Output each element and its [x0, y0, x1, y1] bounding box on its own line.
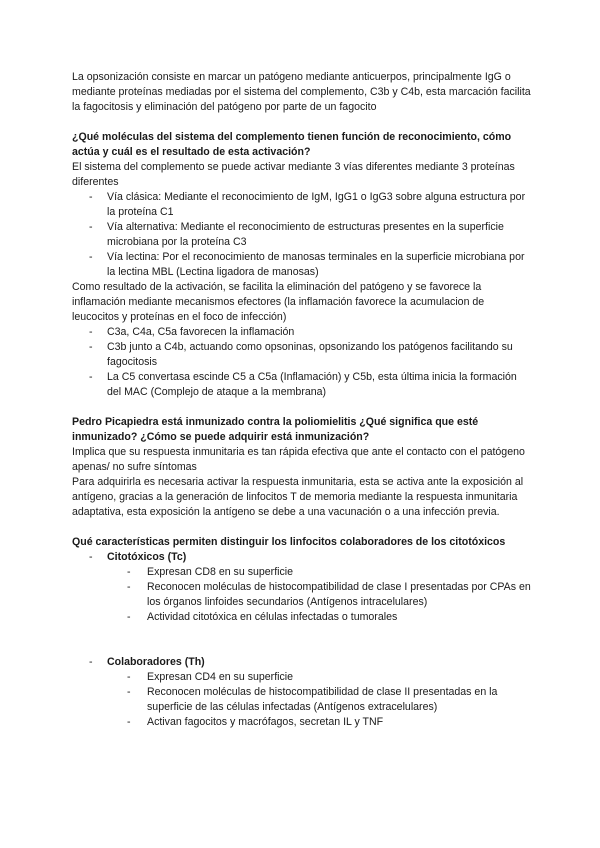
- complemento-result: Como resultado de la activación, se facilita la eliminación del patógeno y se favorece la inflamación mediante mecanismos efectores (la inflamación favorece la acumulacion de leucocitos y proteínas en el foco de infección): [72, 281, 485, 323]
- list-item: [72, 550, 532, 565]
- intro-paragraph: La opsonización consiste en marcar un patógeno mediante anticuerpos, principalmente IgG o mediante proteínas mediadas por el sistema del complemento, C3b y C4b, esta marcación facilita la fagocitosis y eliminación del patógeno por parte de un fagocito: [72, 71, 531, 113]
- question-inmunizacion: Pedro Picapiedra está inmunizado contra la poliomielitis ¿Qué significa que esté inmunizado? ¿Cómo se puede adquirir está inmunización?: [72, 416, 479, 443]
- ways-list: [72, 190, 532, 280]
- list-item: - Vía lectina: Por el reconocimiento de manosas terminales en la superficie microbiana por la lectina MBL (Lectina ligadora de manosas): [89, 251, 525, 278]
- dash-bullet: -: [127, 686, 131, 698]
- document-page: [72, 70, 532, 730]
- inmunizacion-answer-1: Implica que su respuesta inmunitaria es tan rápida efectiva que ante el contacto con el patógeno apenas/ no sufre síntomas: [72, 446, 525, 473]
- dash-bullet: -: [127, 671, 131, 683]
- dash-bullet: -: [127, 611, 131, 623]
- section-complemento: [72, 130, 532, 400]
- question-linfocitos: Qué características permiten distinguir los linfocitos colaboradores de los citotóxicos: [72, 536, 506, 548]
- group-title-citotoxicos: Citotóxicos (Tc): [107, 551, 187, 563]
- linfocitos-list-2: [72, 655, 532, 670]
- list-item: - Vía alternativa: Mediante el reconocimiento de estructuras presentes en la superficie microbiana por la proteína C3: [89, 221, 504, 248]
- dash-bullet: -: [89, 326, 93, 338]
- list-item: - C3a, C4a, C5a favorecen la inflamación: [89, 326, 295, 338]
- dash-bullet: -: [89, 221, 93, 233]
- list-item: - Reconocen moléculas de histocompatibilidad de clase I presentadas por CPAs en los órganos linfoides secundarios (Antígenos intracelulares): [127, 581, 531, 608]
- dash-bullet: -: [127, 566, 131, 578]
- list-item: - Vía clásica: Mediante el reconocimiento de IgM, IgG1 o IgG3 sobre alguna estructura por la proteína C1: [89, 191, 526, 218]
- dash-bullet: -: [89, 656, 93, 668]
- dash-bullet: -: [127, 581, 131, 593]
- list-item: [72, 655, 532, 670]
- question-complemento: ¿Qué moléculas del sistema del complemento tienen función de reconocimiento, cómo actúa y cuál es el resultado de esta activación?: [72, 131, 512, 158]
- effects-list: [72, 325, 532, 400]
- dash-bullet: -: [89, 251, 93, 263]
- dash-bullet: -: [89, 551, 93, 563]
- section-inmunizacion: [72, 415, 532, 520]
- linfocitos-list: [72, 550, 532, 565]
- list-item: - Expresan CD8 en su superficie: [127, 566, 294, 578]
- inmunizacion-answer-2: Para adquirirla es necesaria activar la respuesta inmunitaria, esta se activa ante la exposición al antígeno, gracias a la generación de linfocitos T de memoria mediante la respuesta inmunitaria adaptativa, esta exposición la antígeno se debe a una vacunación o a una infección previa.: [72, 476, 524, 518]
- dash-bullet: -: [89, 371, 93, 383]
- colaboradores-list: [72, 670, 532, 730]
- dash-bullet: -: [127, 716, 131, 728]
- list-item: - C3b junto a C4b, actuando como opsoninas, opsonizando los patógenos facilitando su fagocitosis: [89, 341, 513, 368]
- dash-bullet: -: [89, 341, 93, 353]
- group-title-colaboradores: Colaboradores (Th): [107, 656, 205, 668]
- complemento-lead: El sistema del complemento se puede activar mediante 3 vías diferentes mediante 3 proteínas diferentes: [72, 161, 515, 188]
- section-linfocitos: [72, 535, 532, 730]
- list-item: - Reconocen moléculas de histocompatibilidad de clase II presentadas en la superficie de las células infectadas (Antígenos extracelulares): [127, 686, 498, 713]
- citotoxicos-list: [72, 565, 532, 625]
- list-item: - Actividad citotóxica en células infectadas o tumorales: [127, 611, 398, 623]
- list-item: - La C5 convertasa escinde C5 a C5a (Inflamación) y C5b, esta última inicia la formación del MAC (Complejo de ataque a la membrana): [89, 371, 517, 398]
- list-item: - Expresan CD4 en su superficie: [127, 671, 294, 683]
- list-item: - Activan fagocitos y macrófagos, secretan IL y TNF: [127, 716, 384, 728]
- dash-bullet: -: [89, 191, 93, 203]
